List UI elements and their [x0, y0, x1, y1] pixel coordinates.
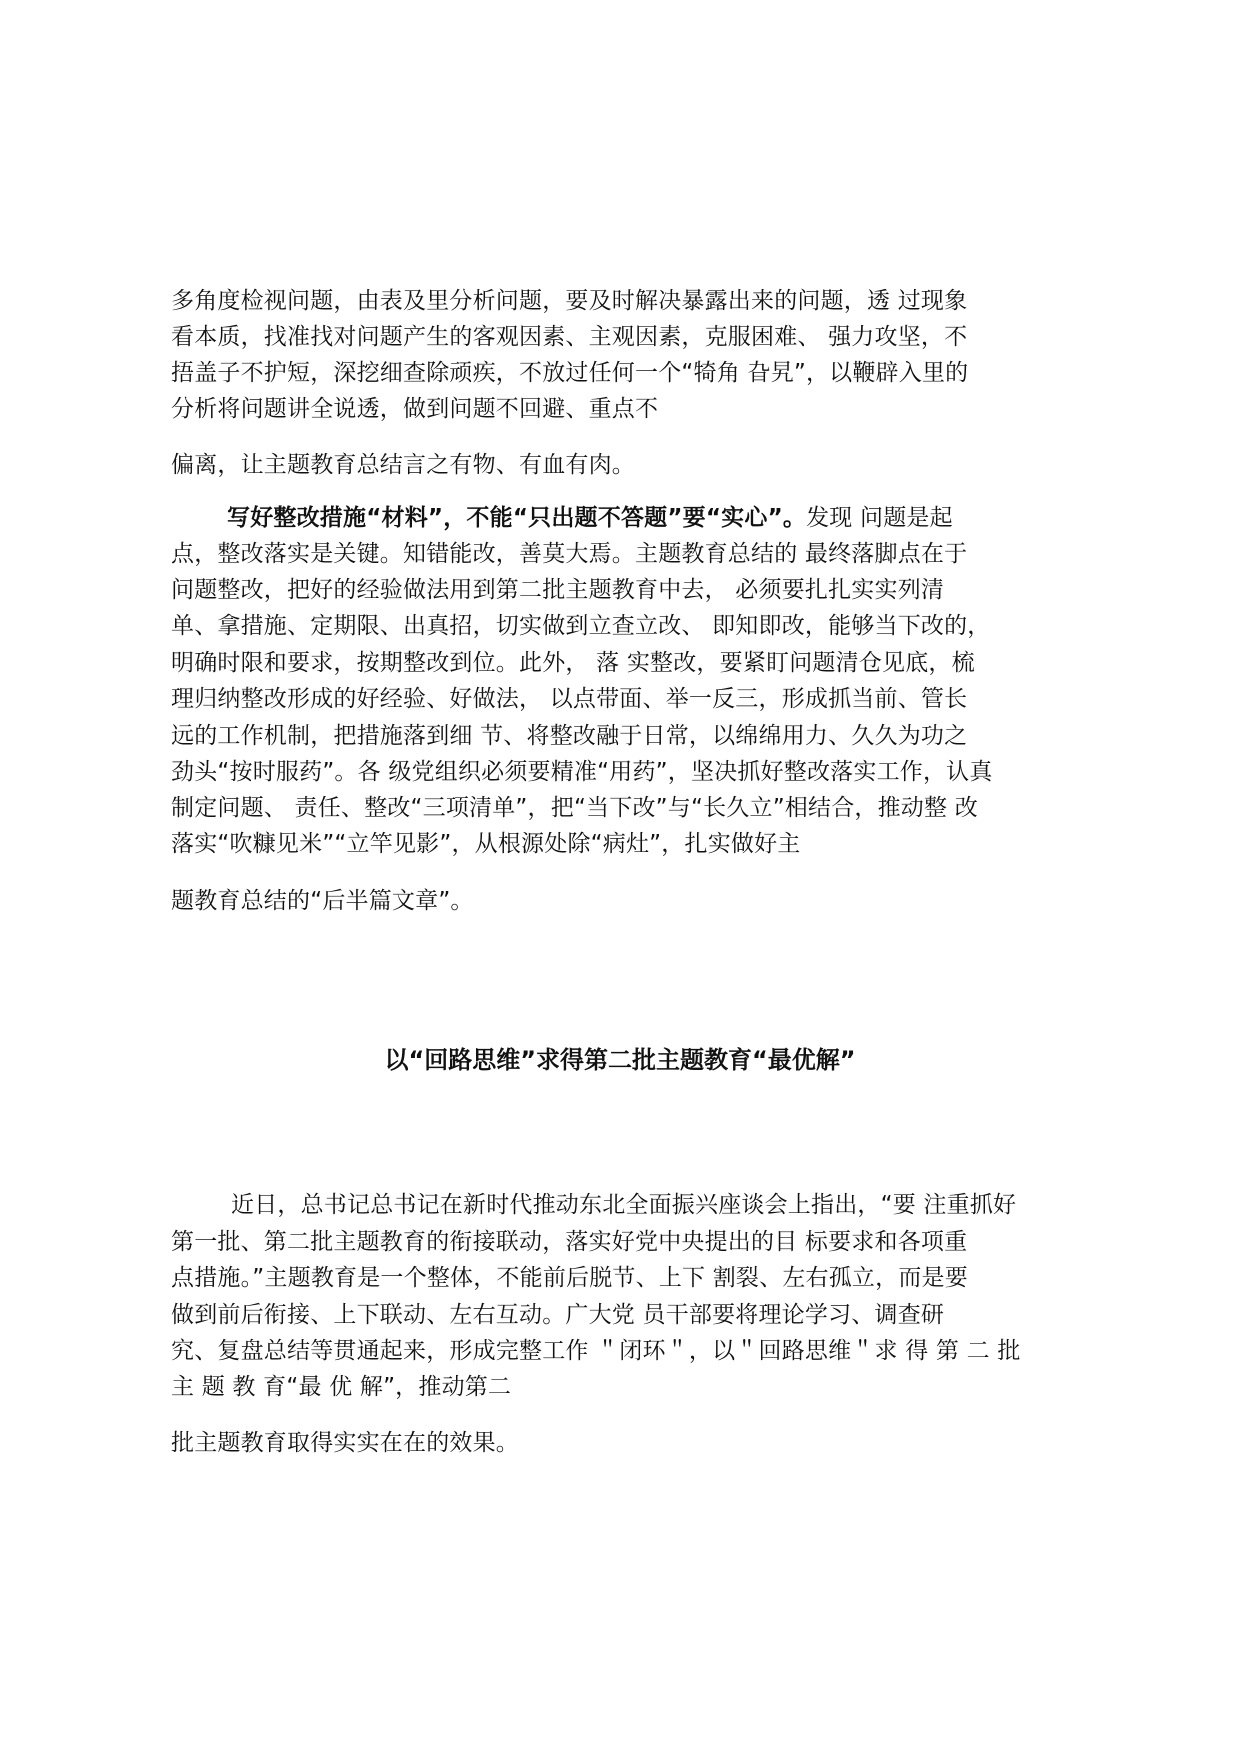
- paragraph2-line-10: 落实“吹糠见米”“立竿见影”，从根源处除“病灶”，扎实做好主: [171, 831, 801, 857]
- paragraph3-line-6: 主 题 教 育“最 优 解”，推动第二: [171, 1374, 512, 1400]
- paragraph2-line-9: 制定问题、 责任、整改“三项清单”，把“当下改”与“长久立”相结合，推动整 改: [171, 795, 978, 821]
- paragraph3-line-4: 做到前后衔接、上下联动、左右互动。广大党 员干部要将理论学习、调查研: [171, 1302, 945, 1328]
- paragraph1-line-3: 捂盖子不护短，深挖细查除顽疾，不放过任何一个“犄角 旮旯”，以鞭辟入里的: [171, 360, 969, 386]
- paragraph2-first-line-rest: 发现 问题是起: [806, 505, 953, 531]
- paragraph1-line-4: 分析将问题讲全说透，做到问题不回避、重点不: [171, 396, 659, 422]
- paragraph1-line-5: 偏离，让主题教育总结言之有物、有血有肉。: [171, 452, 635, 478]
- paragraph2-line-2: 点，整改落实是关键。知错能改，善莫大焉。主题教育总结的 最终落脚点在于: [171, 541, 968, 567]
- paragraph2-line-11: 题教育总结的“后半篇文章”。: [171, 888, 474, 914]
- section-title: 以“回路思维”求得第二批主题教育“最优解”: [384, 1046, 856, 1074]
- paragraph3-line-7: 批主题教育取得实实在在的效果。: [171, 1430, 519, 1456]
- paragraph2-line-3: 问题整改，把好的经验做法用到第二批主题教育中去， 必须要扎扎实实列清: [171, 577, 945, 603]
- paragraph1-line-1: 多角度检视问题，由表及里分析问题，要及时解决暴露出来的问题，透 过现象: [171, 288, 968, 314]
- paragraph2-line-7: 远的工作机制，把措施落到细 节、将整改融于日常，以绵绵用力、久久为功之: [171, 723, 968, 749]
- paragraph3-line-5: 究、复盘总结等贯通起来，形成完整工作 ＂闭环＂，以＂回路思维＂求 得 第 二 批: [171, 1338, 1021, 1364]
- paragraph2-line-1: [227, 503, 953, 533]
- paragraph3-line-3: 点措施。”主题教育是一个整体，不能前后脱节、上下 割裂、左右孤立，而是要: [171, 1265, 968, 1291]
- paragraph2-line-4: 单、拿措施、定期限、出真招，切实做到立查立改、 即知即改，能够当下改的，: [171, 613, 991, 639]
- paragraph3-line-1: 近日，总书记总书记在新时代推动东北全面振兴座谈会上指出，“要 注重抓好: [231, 1192, 1017, 1218]
- paragraph2-line-6: 理归纳整改形成的好经验、好做法， 以点带面、举一反三，形成抓当前、管长: [171, 686, 968, 712]
- paragraph3-line-2: 第一批、第二批主题教育的衔接联动，落实好党中央提出的目 标要求和各项重: [171, 1229, 968, 1255]
- paragraph1-line-2: 看本质，找准找对问题产生的客观因素、主观因素，克服困难、 强力攻坚，不: [171, 324, 968, 350]
- paragraph2-line-5: 明确时限和要求，按期整改到位。此外， 落 实整改，要紧盯问题清仓见底，梳: [171, 650, 975, 676]
- paragraph2-lead: 写好整改措施“材料”，不能“只出题不答题”要“实心”。: [227, 505, 807, 531]
- paragraph2-line-8: 劲头“按时服药”。各 级党组织必须要精准“用药”，坚决抓好整改落实工作，认真: [171, 759, 993, 785]
